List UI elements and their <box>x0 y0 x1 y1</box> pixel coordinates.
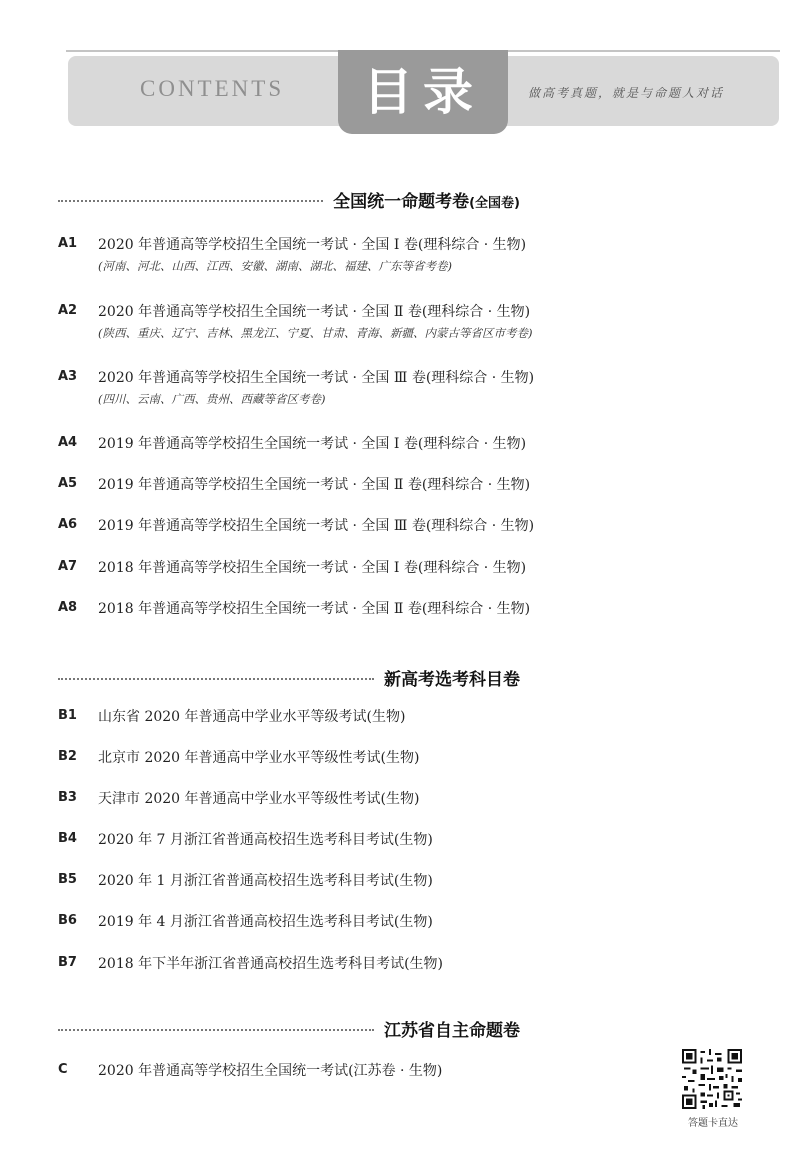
item-code: B3 <box>58 790 77 805</box>
item-title: 天津市 2020 年普通高中学业水平等级性考试(生物) <box>98 791 420 807</box>
item-title: 2018 年下半年浙江省普通高校招生选考科目考试(生物) <box>98 956 444 972</box>
item-code: A6 <box>58 517 78 532</box>
motto: 做高考真题，就是与命题人对话 <box>528 86 725 100</box>
title-tab <box>338 50 508 134</box>
section-title: 江苏省自主命题卷 <box>380 1016 524 1041</box>
page-title: 目录 <box>363 63 483 121</box>
qr-caption: 答题卡直达 <box>688 1118 738 1129</box>
item-code: B5 <box>58 872 77 887</box>
item-subtitle: (四川、云南、广西、贵州、西藏等省区考卷) <box>98 392 326 406</box>
item-title: 2020 年 1 月浙江省普通高校招生选考科目考试(生物) <box>98 873 433 889</box>
item-code: A4 <box>58 435 78 450</box>
item-code: A1 <box>58 236 78 251</box>
item-title: 2020 年普通高等学校招生全国统一考试 · 全国 Ⅰ 卷(理科综合 · 生物) <box>98 237 527 253</box>
item-title: 2019 年普通高等学校招生全国统一考试 · 全国 Ⅰ 卷(理科综合 · 生物) <box>98 436 527 452</box>
item-code: A2 <box>58 303 78 318</box>
item-title: 2020 年普通高等学校招生全国统一考试(江苏卷 · 生物) <box>98 1063 443 1079</box>
item-code: C <box>58 1062 68 1077</box>
item-code: A7 <box>58 559 78 574</box>
item-code: B6 <box>58 913 77 928</box>
item-title: 2019 年普通高等学校招生全国统一考试 · 全国 Ⅲ 卷(理科综合 · 生物) <box>98 518 535 534</box>
section-heading-jiangsu <box>58 1016 780 1042</box>
item-code: A5 <box>58 476 78 491</box>
dotted-leader <box>58 200 323 202</box>
item-code: B1 <box>58 708 77 723</box>
dotted-leader <box>58 678 374 680</box>
section-heading-new-gaokao <box>58 665 780 691</box>
section-note: (全国卷) <box>469 196 520 211</box>
item-subtitle: (陕西、重庆、辽宁、吉林、黑龙江、宁夏、甘肃、青海、新疆、内蒙古等省区市考卷) <box>98 326 533 340</box>
item-title: 2020 年普通高等学校招生全国统一考试 · 全国 Ⅱ 卷(理科综合 · 生物) <box>98 304 531 320</box>
item-title: 2018 年普通高等学校招生全国统一考试 · 全国 Ⅱ 卷(理科综合 · 生物) <box>98 601 531 617</box>
item-code: A3 <box>58 369 78 384</box>
item-subtitle: (河南、河北、山西、江西、安徽、湖南、湖北、福建、广东等省考卷) <box>98 259 452 273</box>
dotted-leader <box>58 1029 374 1031</box>
section-title: 全国统一命题考卷(全国卷) <box>329 187 524 212</box>
item-title: 2020 年 7 月浙江省普通高校招生选考科目考试(生物) <box>98 832 433 848</box>
qr-code-icon[interactable] <box>682 1049 742 1109</box>
item-title: 北京市 2020 年普通高中学业水平等级性考试(生物) <box>98 750 420 766</box>
item-code: A8 <box>58 600 78 615</box>
section-heading-national <box>58 187 780 213</box>
item-title: 山东省 2020 年普通高中学业水平等级考试(生物) <box>98 709 406 725</box>
item-title: 2019 年普通高等学校招生全国统一考试 · 全国 Ⅱ 卷(理科综合 · 生物) <box>98 477 531 493</box>
section-title: 新高考选考科目卷 <box>380 665 524 690</box>
item-title: 2020 年普通高等学校招生全国统一考试 · 全国 Ⅲ 卷(理科综合 · 生物) <box>98 370 535 386</box>
item-code: B7 <box>58 955 77 970</box>
item-code: B2 <box>58 749 77 764</box>
item-title: 2018 年普通高等学校招生全国统一考试 · 全国 Ⅰ 卷(理科综合 · 生物) <box>98 560 527 576</box>
item-code: B4 <box>58 831 77 846</box>
contents-word: CONTENTS <box>140 76 285 101</box>
item-title: 2019 年 4 月浙江省普通高校招生选考科目考试(生物) <box>98 914 433 930</box>
